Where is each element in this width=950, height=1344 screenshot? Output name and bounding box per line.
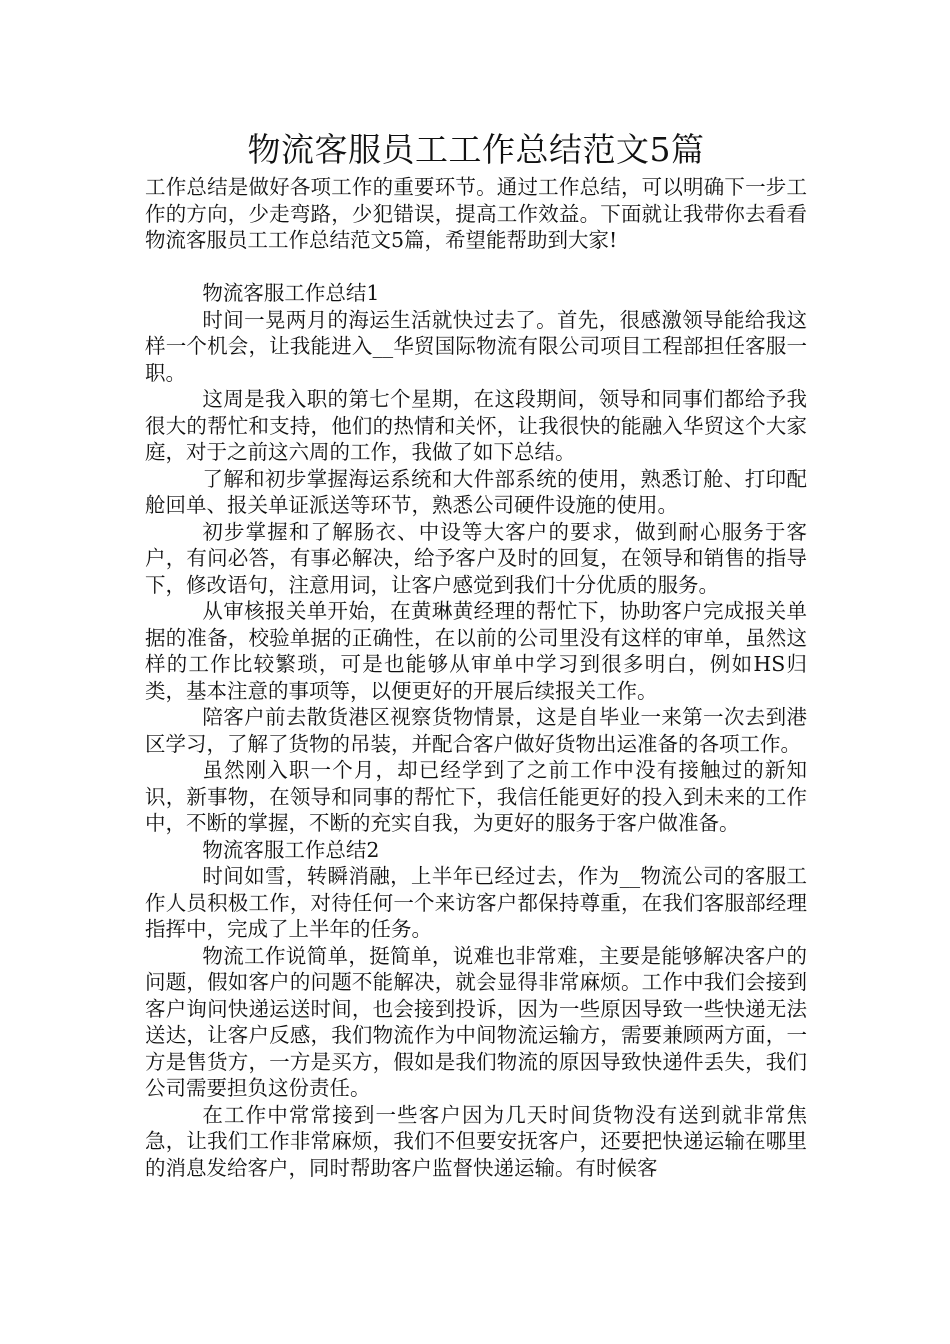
paragraph: 陪客户前去散货港区视察货物情景，这是自毕业一来第一次去到港区学习，了解了货物的吊装，并配合客户做好货物出运准备的各项工作。 (145, 705, 807, 756)
paragraph: 这周是我入职的第七个星期，在这段期间，领导和同事们都给予我很大的帮忙和支持，他们的热情和关怀，让我很快的能融入华贸这个大家庭，对于之前这六周的工作，我做了如下总结。 (145, 387, 807, 464)
section-heading-2: 物流客服工作总结2 (202, 837, 380, 862)
paragraph: 初步掌握和了解肠衣、中设等大客户的要求，做到耐心服务于客户，有问必答，有事必解决，给予客户及时的回复，在领导和销售的指导下，修改语句，注意用词，让客户感觉到我们十分优质的服务。 (145, 519, 807, 597)
blank-line (145, 254, 807, 281)
document-page (145, 126, 807, 1181)
paragraph: 时间如雪，转瞬消融，上半年已经过去，作为__物流公司的客服工作人员积极工作，对待任何一个来访客户都保持尊重，在我们客服部经理指挥中，完成了上半年的任务。 (145, 864, 807, 941)
paragraph: 时间一晃两月的海运生活就快过去了。首先，很感激领导能给我这样一个机会，让我能进入__华贸国际物流有限公司项目工程部担任客服一职。 (145, 307, 807, 385)
paragraph: 在工作中常常接到一些客户因为几天时间货物没有送到就非常焦急，让我们工作非常麻烦，我们不但要安抚客户，还要把快递运输在哪里的消息发给客户，同时帮助客户监督快递运输。有时候客 (145, 1102, 807, 1180)
section-heading-1: 物流客服工作总结1 (202, 281, 380, 305)
paragraph: 物流工作说简单，挺简单，说难也非常难，主要是能够解决客户的问题，假如客户的问题不能解决，就会显得非常麻烦。工作中我们会接到客户询问快递运送时间，也会接到投诉，因为一些原因导致一些快递无法送达，让客户反感，我们物流作为中间物流运输方，需要兼顾两方面，一方是售货方，一方是买方，假如是我们物流的原因导致快递件丢失，我们公司需要担负这份责任。 (145, 943, 807, 1100)
paragraph: 虽然刚入职一个月，却已经学到了之前工作中没有接触过的新知识，新事物，在领导和同事的帮忙下，我信任能更好的投入到未来的工作中，不断的掌握，不断的充实自我，为更好的服务于客户做准备。 (145, 758, 807, 835)
paragraph: 了解和初步掌握海运系统和大件部系统的使用，熟悉订舱、打印配舱回单、报关单证派送等环节，熟悉公司硬件设施的使用。 (145, 466, 807, 517)
intro-paragraph: 工作总结是做好各项工作的重要环节。通过工作总结，可以明确下一步工作的方向，少走弯路，少犯错误，提高工作效益。下面就让我带你去看看物流客服员工工作总结范文5篇，希望能帮助到大家! (145, 175, 807, 252)
document-title: 物流客服员工工作总结范文5篇 (247, 130, 705, 169)
paragraph: 从审核报关单开始，在黄琳黄经理的帮忙下，协助客户完成报关单据的准备，校验单据的正确性，在以前的公司里没有这样的审单，虽然这样的工作比较繁琐，可是也能够从审单中学习到很多明白，例如HS归类，基本注意的事项等，以便更好的开展后续报关工作。 (145, 599, 807, 703)
